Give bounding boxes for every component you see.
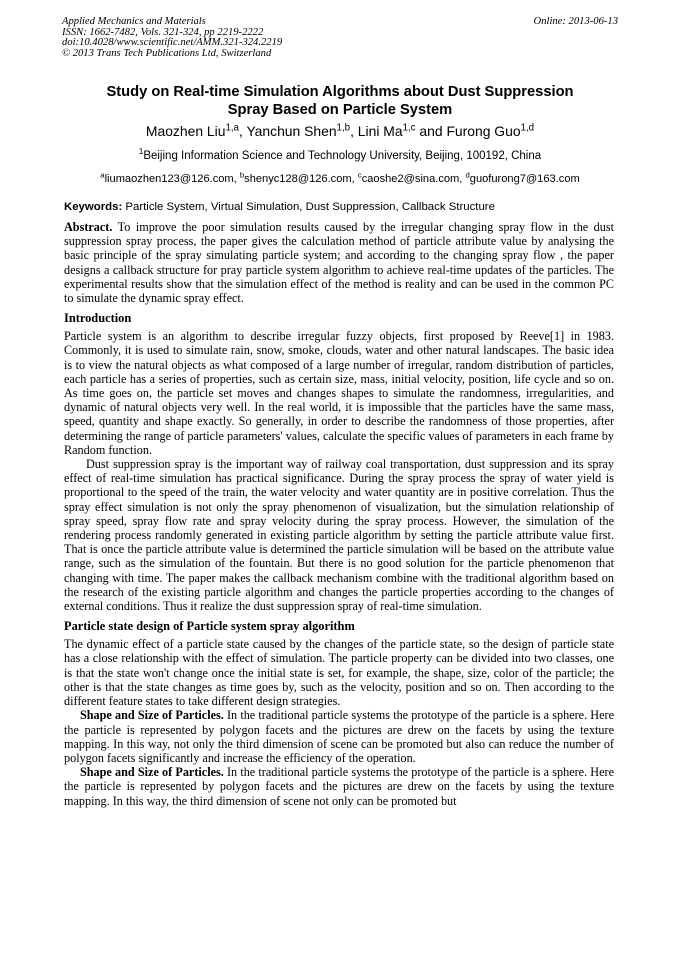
author-name: Furong Guo — [446, 123, 521, 139]
section2-paragraph-2 — [64, 708, 614, 765]
journal-name: Applied Mechanics and Materials — [62, 16, 206, 27]
paragraph-text: In the traditional particle systems the prototype of the particle is a sphere. Here the particle is represented by polygon facets and the pictures are drew on the facets by using the texture mapping. In this way, the third dimension of scene not only can be promoted but — [64, 765, 614, 808]
keywords — [64, 200, 620, 214]
keywords-text: Particle System, Virtual Simulation, Dust Suppression, Callback Structure — [122, 201, 495, 213]
paper-title — [62, 83, 618, 119]
doi-line: doi:10.4028/www.scientific.net/AMM.321-324.2219 — [62, 37, 283, 49]
email-address: liumaozhen123@126.com, — [104, 173, 240, 185]
paragraph-text: In the traditional particle systems the prototype of the particle is a sphere. Here the particle is represented by polygon facets and the pictures are drew on the facets by using the texture mapping. In this way, not only the third dimension of scene can be promoted but also can reduce the number of polygon facets significantly and increase the efficiency of the operation. — [64, 708, 614, 765]
online-date: Online: 2013-06-13 — [533, 16, 618, 27]
author-list — [62, 122, 618, 140]
paragraph-run-in-heading: Shape and Size of Particles. — [80, 708, 224, 723]
email-mark: c — [357, 170, 362, 180]
author-name: Maozhen Liu — [145, 123, 226, 139]
intro-paragraph-2: Dust suppression spray is the important way of railway coal transportation, dust suppression and its spray effect of real-time simulation has practical significance. During the spray process the spray of water yield is proportional to the speed of the train, the water velocity and water quantity are in positive correlation. Thus the spray effect simulation is not only the spray phenomenon of visualization, but the simulation relationship of spray speed, spray flow rate and spray velocity during the spray process. However, the simulation of the rendering process randomly generated in existing particle algorithm by setting the particle attribute value first. That is once the particle attribute value is determined the particle simulation will be based on the attribute value range, such as the simulation of the fountain. But there is no good solution for the particle phenomenon that changing with time. The paper makes the callback mechanism combine with the traditional algorithm based on the research of the existing particle algorithm and changes the particle properties according to the changes of external conditions. Thus it realize the dust suppression spray of real-time simulation. — [64, 457, 614, 614]
section2-paragraph-3 — [64, 765, 614, 808]
section-heading-introduction: Introduction — [64, 311, 132, 326]
journal-header — [62, 17, 618, 59]
author-separator: and — [415, 123, 447, 139]
email-mark: d — [465, 170, 470, 180]
email-mark: a — [100, 170, 105, 180]
affiliation-text: Beijing Information Science and Technology University, Beijing, 100192, China — [143, 150, 542, 162]
paper-body — [64, 220, 614, 808]
abstract — [64, 220, 614, 305]
author-separator: , — [238, 123, 247, 139]
email-mark: b — [239, 170, 245, 180]
copyright-line: © 2013 Trans Tech Publications Ltd, Switzerland — [62, 47, 272, 59]
title-line-1: Study on Real-time Simulation Algorithms about Dust Suppression — [106, 84, 574, 100]
author-affil-mark: 1,a — [225, 122, 239, 134]
author-affil-mark: 1,d — [520, 122, 535, 134]
email-list — [62, 172, 618, 186]
keywords-label: Keywords: — [64, 201, 123, 213]
email-address: caoshe2@sina.com, — [361, 173, 466, 185]
abstract-text: To improve the poor simulation results caused by the irregular changing spray flow in the dust suppression spray process, the paper gives the calculation method of particle attribute value by analysing the basic principle of the spray simulating particle system; and according to the changing spray flow , the paper designs a callback structure for pray particle system algorithm to achieve real-time updates of the particles. The experimental results show that the simulation effect of the method is reality and can be used in the common PC to simulate the dynamic spray effect. — [64, 220, 614, 306]
affiliation-mark: 1 — [138, 147, 144, 157]
issn-line: ISSN: 1662-7482, Vols. 321-324, pp 2219-2222 — [62, 26, 264, 38]
title-line-2: Spray Based on Particle System — [227, 102, 453, 118]
section2-paragraph-1: The dynamic effect of a particle state caused by the changes of the particle state, so the design of particle state has a close relationship with the effect of simulation. The particle property can be divided into two classes, one is that the state won't change once the initial state is set, for example, the shape, size, color of the particle; the other is that the state changes as time goes by, such as the velocity, position and so on. Then according to the different feature states to take different design strategies. — [64, 637, 614, 709]
section-heading-particle-state: Particle state design of Particle system spray algorithm — [64, 619, 355, 634]
author-name: Yanchun Shen — [246, 123, 337, 139]
email-address: shenyc128@126.com, — [244, 173, 358, 185]
email-address: guofurong7@163.com — [469, 173, 580, 185]
intro-paragraph-1: Particle system is an algorithm to describe irregular fuzzy objects, first proposed by Reeve[1] in 1983. Commonly, it is used to simulate rain, snow, smoke, clouds, water and other natural landscapes. The basic idea is to view the natural objects as what composed of a large number of irregular, random distribution of particles, each particle has a series of properties, such as certain size, mass, initial velocity, position, life cycle and so on. As time goes on, the particle set moves and changes shapes to simulate the randomness, irregularities, and dynamic of natural objects very well. In the real world, it is impossible that the particles have the same mass, speed, quantity and shape exactly. So generally, in order to describe the randomness of those properties, after determining the range of particle parameters' values, calculate the specific values of parameters in each frame by Random function. — [64, 329, 614, 457]
author-separator: , — [350, 123, 358, 139]
author-name: Lini Ma — [357, 123, 403, 139]
author-affil-mark: 1,b — [336, 122, 351, 134]
author-affil-mark: 1,c — [402, 122, 416, 134]
affiliation — [62, 149, 618, 163]
paragraph-run-in-heading: Shape and Size of Particles. — [80, 765, 224, 780]
abstract-label: Abstract. — [64, 220, 113, 234]
